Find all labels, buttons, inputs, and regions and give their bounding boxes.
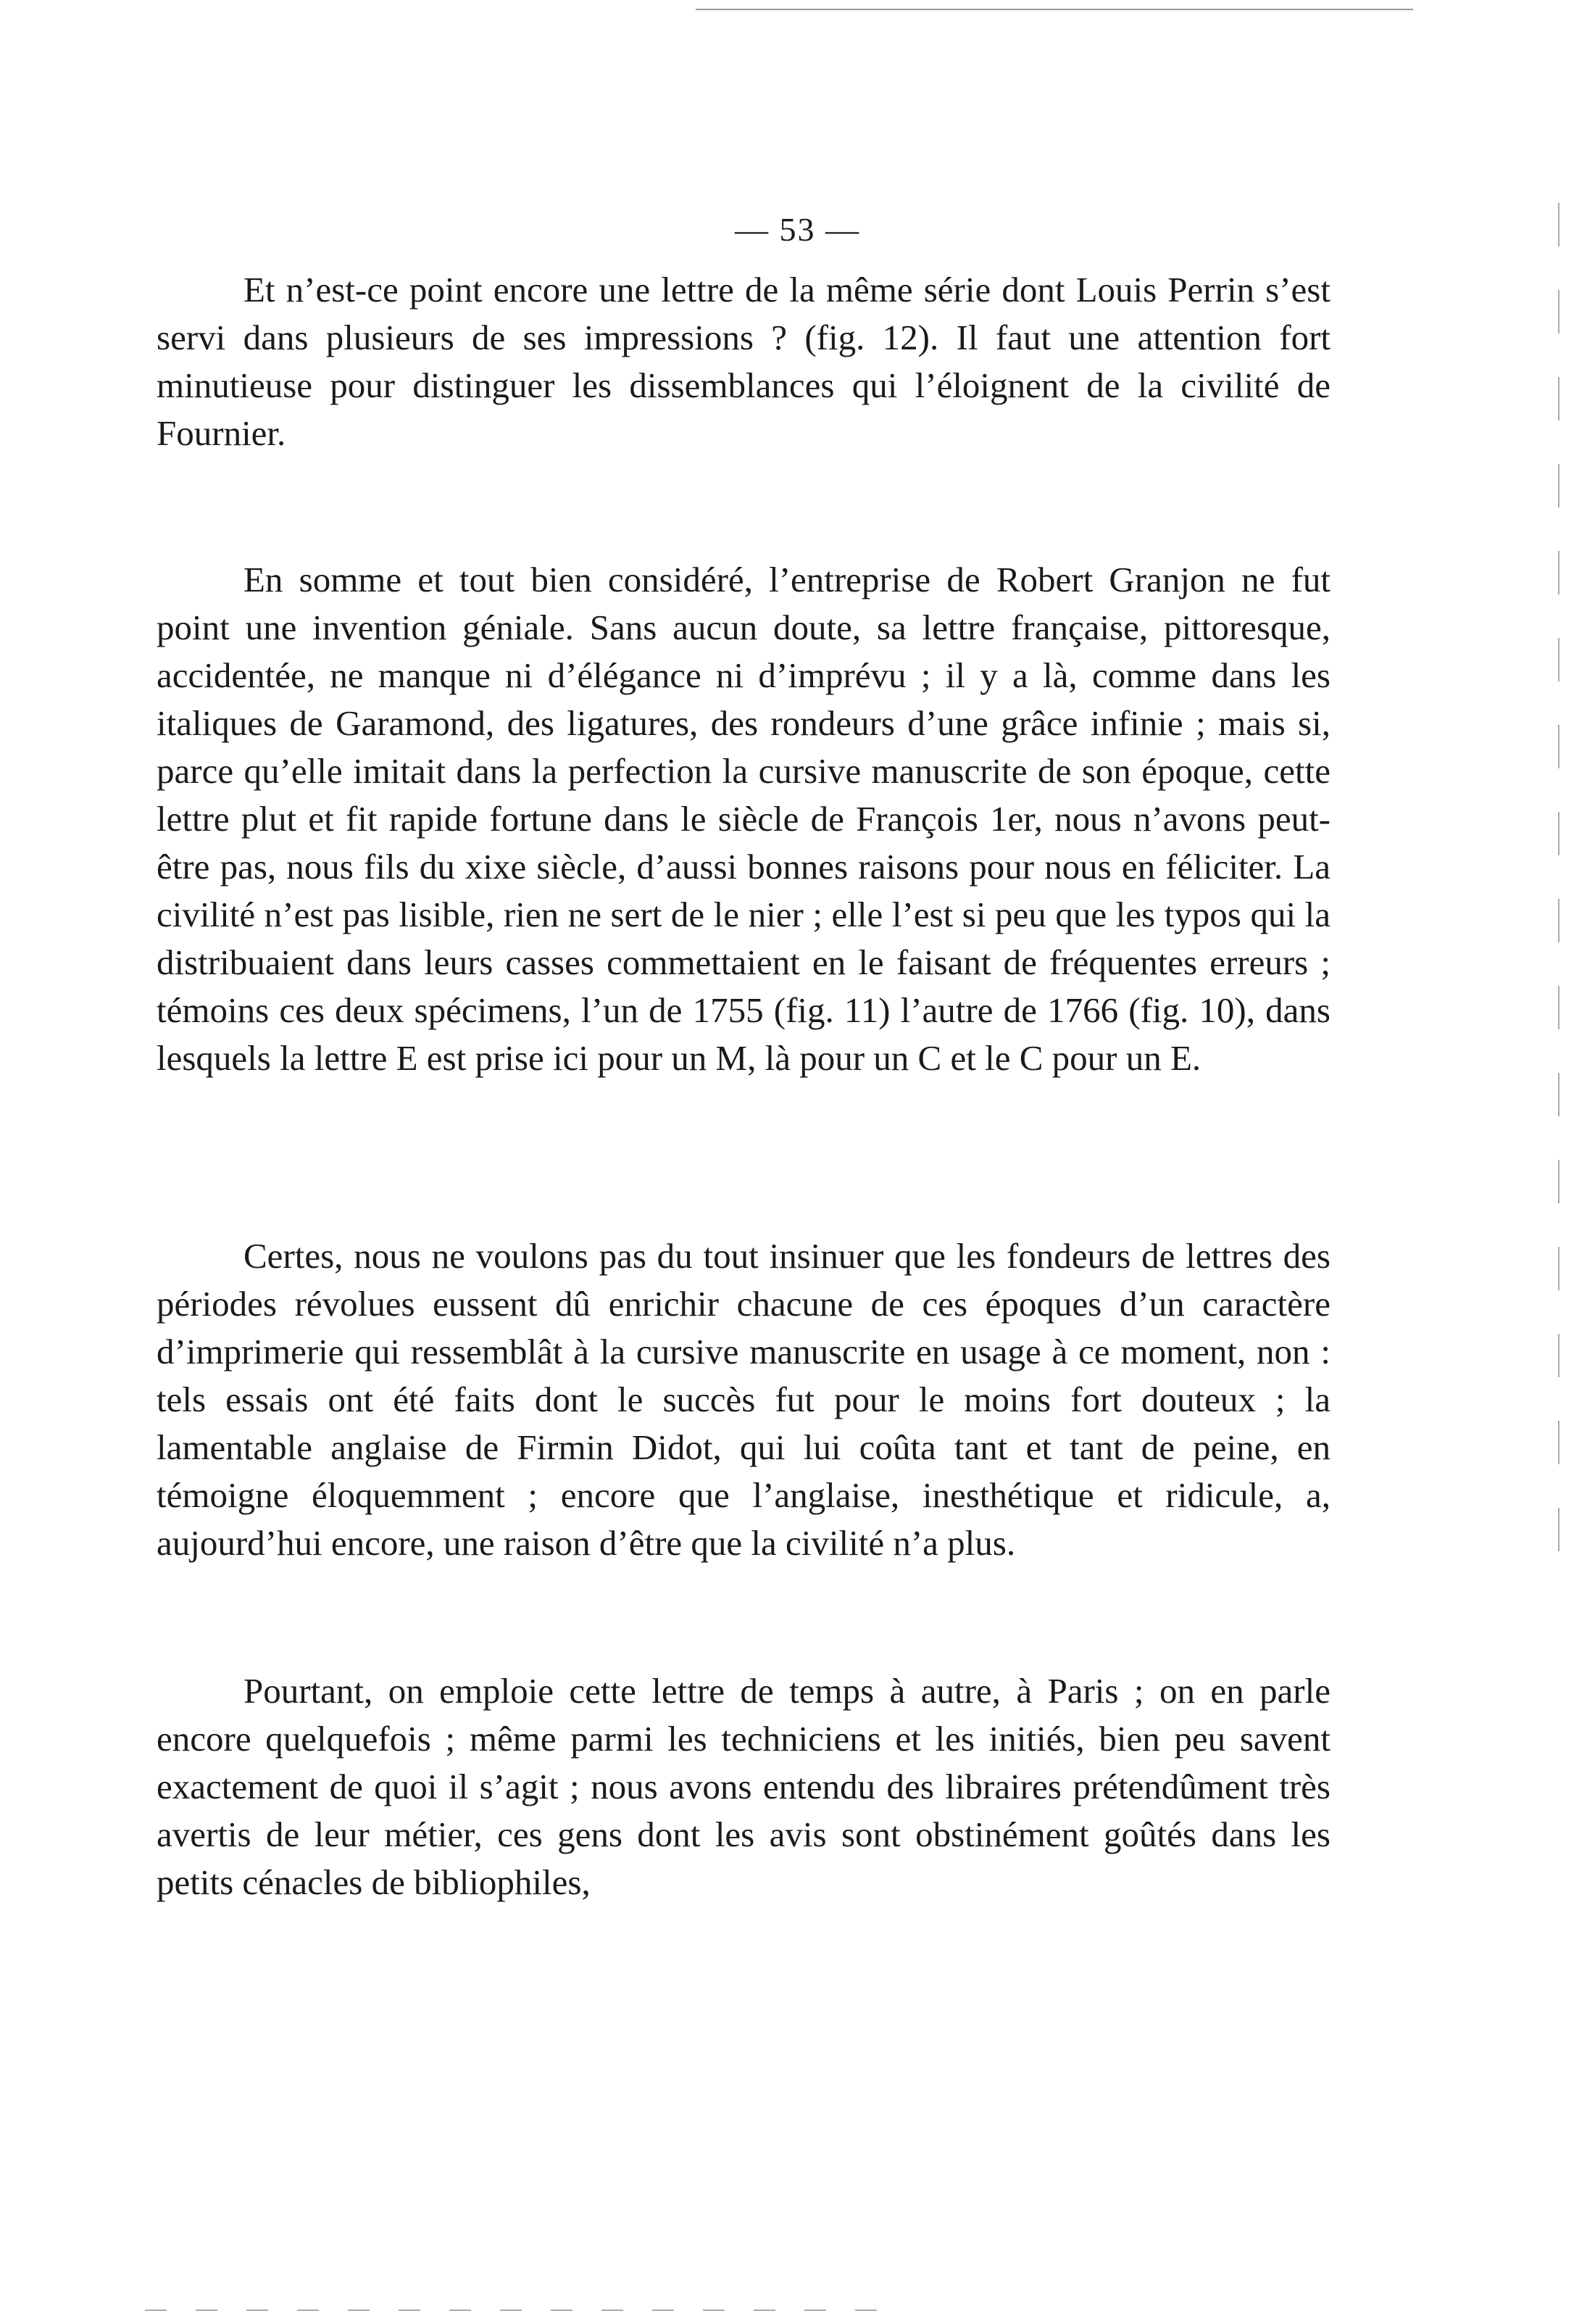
paragraph: Certes, nous ne voulons pas du tout insinuer que les fondeurs de lettres des périodes révolues eussent dû enrichir chacune de ces époques d’un caractère d’imprimerie qui ressemblât à la cursive manuscrite en usage à ce moment, non : tels essais ont été faits dont le succès fut pour le moins fort douteux ; la lamentable anglaise de Firmin Didot, qui lui coûta tant et tant de peine, en témoigne éloquemment ; encore que l’anglaise, inesthétique et ridicule, a, aujourd’hui encore, une raison d’être que la civilité n’a plus. [157,1236,1330,1563]
scan-edge-line-top [696,9,1413,10]
scan-edge-line-bottom [145,2310,906,2311]
paragraph: Et n’est-ce point encore une lettre de la même série dont Louis Perrin s’est servi dans plusieurs de ses impressions ? (fig. 12). Il faut une attention fort minutieuse pour distinguer les dissemblances qui l’éloignent de la civilité de Fournier. [157,270,1330,453]
paragraph-2-block [157,556,1330,1082]
paragraph: Pourtant, on emploie cette lettre de temps à autre, à Paris ; on en parle encore quelquefois ; même parmi les techniciens et les initiés, bien peu savent exactement de quoi il s’agit ; nous avons entendu des libraires prétendûment très avertis de leur métier, ces gens dont les avis sont obstinément goûtés dans les petits cénacles de bibliophiles, [157,1671,1330,1902]
paragraph-3-block [157,1232,1330,1567]
scan-edge-line-right [1558,203,1559,1580]
paragraph: En somme et tout bien considéré, l’entreprise de Robert Granjon ne fut point une invention géniale. Sans aucun doute, sa lettre française, pittoresque, accidentée, ne manque ni d’élégance ni d’imprévu ; il y a là, comme dans les italiques de Garamond, des ligatures, des rondeurs d’une grâce infinie ; mais si, parce qu’elle imitait dans la perfection la cursive manuscrite de son époque, cette lettre plut et fit rapide fortune dans le siècle de François 1er, nous n’avons peut-être pas, nous fils du xixe siècle, d’aussi bonnes raisons pour nous en féliciter. La civilité n’est pas lisible, rien ne sert de le nier ; elle l’est si peu que les typos qui la distribuaient dans leurs casses commettaient en le faisant de fréquentes erreurs ; témoins ces deux spécimens, l’un de 1755 (fig. 11) l’autre de 1766 (fig. 10), dans lesquels la lettre E est prise ici pour un M, là pour un C et le C pour un E. [157,560,1330,1078]
paragraph-1-block [157,266,1330,457]
page-number: — 53 — [735,211,860,248]
paragraph-4-block [157,1667,1330,1906]
